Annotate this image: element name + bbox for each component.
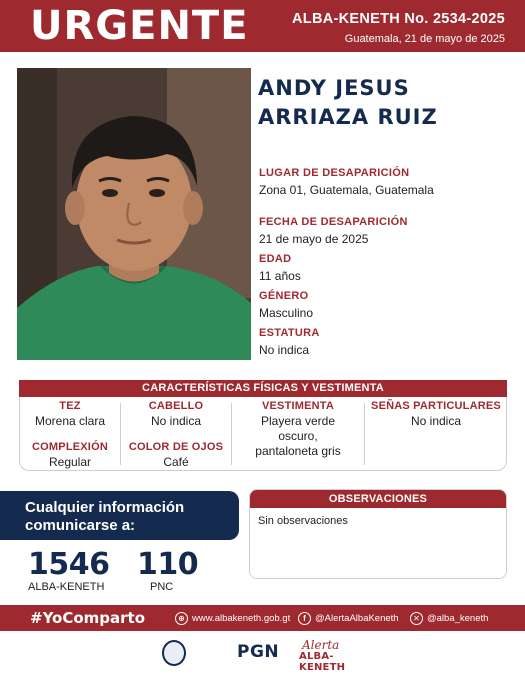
alert-number: ALBA-KENETH No. 2534-2025 — [292, 11, 505, 27]
char-value: Regular — [48, 455, 92, 469]
x-icon: ✕ — [410, 612, 423, 625]
info-estatura — [259, 326, 519, 358]
info-label: EDAD — [259, 253, 292, 265]
pgn-logo-text: PGN — [237, 642, 280, 662]
info-value: Zona 01, Guatemala, Guatemala — [259, 183, 434, 197]
char-value: No indica — [410, 414, 462, 428]
place-date: Guatemala, 21 de mayo de 2025 — [344, 33, 505, 45]
info-value: No indica — [259, 343, 310, 357]
char-tez — [20, 399, 120, 429]
char-label: CABELLO — [148, 400, 204, 412]
info-label: LUGAR DE DESAPARICIÓN — [259, 167, 410, 179]
info-value: 11 años — [259, 269, 301, 283]
observations-title: OBSERVACIONES — [250, 490, 506, 508]
contact-box — [0, 491, 239, 540]
observations-text: Sin observaciones — [258, 515, 348, 527]
char-ojos — [121, 440, 231, 470]
pgn-logo — [237, 638, 292, 672]
info-label: ESTATURA — [259, 327, 320, 339]
char-value: pantaloneta gris — [255, 444, 341, 458]
facebook-link[interactable] — [298, 611, 399, 625]
char-label: COMPLEXIÓN — [32, 441, 108, 453]
hashtag[interactable]: #YoComparto — [30, 609, 146, 627]
char-label: TEZ — [59, 400, 81, 412]
phone-pnc-label: PNC — [150, 581, 174, 593]
char-senas — [365, 399, 507, 429]
missing-person-photo — [17, 68, 251, 360]
header-bar — [0, 0, 525, 52]
info-lugar — [259, 166, 519, 198]
info-value: 21 de mayo de 2025 — [259, 232, 369, 246]
facebook-icon: f — [298, 612, 311, 625]
website-text: www.albakeneth.gob.gt — [192, 612, 291, 624]
char-cabello — [121, 399, 231, 429]
info-label: FECHA DE DESAPARICIÓN — [259, 216, 408, 228]
char-label: COLOR DE OJOS — [128, 441, 224, 453]
contact-line1: Cualquier información — [25, 499, 185, 516]
alba-keneth-logo — [299, 638, 359, 672]
x-link[interactable] — [410, 611, 488, 625]
person-name-line1: ANDY JESUS — [258, 76, 410, 100]
char-value: Playera verde — [260, 414, 336, 428]
char-value: Café — [163, 455, 189, 469]
footer-bar — [0, 605, 525, 631]
char-value: Morena clara — [34, 414, 106, 428]
guatemala-seal-icon — [162, 640, 186, 666]
phone-pnc[interactable]: 110 — [137, 547, 199, 582]
globe-icon: ⊕ — [175, 612, 188, 625]
info-edad — [259, 252, 519, 284]
char-value: No indica — [150, 414, 202, 428]
facebook-text: @AlertaAlbaKeneth — [315, 612, 399, 624]
char-complexion — [20, 440, 120, 470]
phone-alba-keneth[interactable]: 1546 — [28, 547, 110, 582]
info-fecha — [259, 215, 519, 247]
characteristics-title: CARACTERÍSTICAS FÍSICAS Y VESTIMENTA — [19, 380, 507, 397]
person-name — [258, 74, 518, 132]
char-label: SEÑAS PARTICULARES — [371, 400, 501, 412]
contact-line2: comunicarse a: — [25, 517, 136, 534]
char-label: VESTIMENTA — [261, 400, 335, 412]
info-value: Masculino — [259, 306, 314, 320]
alerta-text: Alerta — [302, 638, 340, 652]
urgent-title: URGENTE — [30, 3, 249, 49]
info-label: GÉNERO — [259, 290, 309, 302]
phone-alba-keneth-label: ALBA-KENETH — [28, 581, 105, 593]
website-link[interactable] — [175, 611, 290, 625]
x-text: @alba_keneth — [427, 612, 489, 624]
char-value: oscuro, — [278, 429, 318, 443]
char-vestimenta — [232, 399, 364, 459]
person-name-line2: ARRIAZA RUIZ — [258, 105, 438, 129]
observations-box — [249, 489, 507, 579]
info-genero — [259, 289, 519, 321]
alba-keneth-text: ALBA-KENETH — [299, 651, 346, 673]
